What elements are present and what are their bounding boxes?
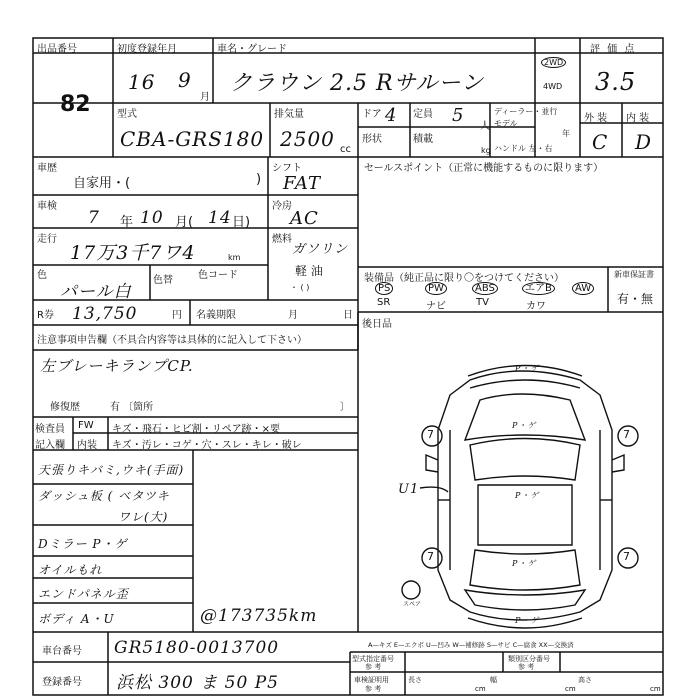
width-unit: cm [565,685,576,693]
exterior-label: 外 装 [584,113,608,124]
equip-sr: SR [377,297,391,308]
wheel-mark-fr: 7 [623,428,630,441]
meigi-day: 日 [343,310,353,321]
repair-history-close: 〕 [340,402,350,413]
load-label: 積載 [413,134,433,145]
exterior-grade: C [592,130,609,154]
car-name-label: 車名・グレード [217,44,287,55]
drive-4wd: 4WD [543,82,563,91]
warranty-value: 有・無 [617,292,654,306]
capacity-value: 5 [452,105,465,126]
model-year-label: モデル [494,119,518,128]
paint-mark-front: P・ゲ [515,364,540,373]
recycle-value: 13,750 [72,304,138,324]
sales-point-label: セールスポイント（正常に機能するものに限ります） [364,163,604,174]
mileage-value: 17万3千7ワ4 [70,242,196,264]
mileage-unit: km [228,253,241,262]
aircon-value: AC [290,208,319,229]
drive-2wd: 2WD [541,57,566,68]
chassis-value: GR5180-0013700 [114,638,280,658]
capacity-label: 定員 [413,109,433,120]
first-registration-label: 初度登録年月 [117,44,177,55]
cc-unit: cc [340,144,351,155]
color-change-label: 色替 [153,275,173,286]
damage-legend: A—キズ E—エクボ U—凹み W—補修跡 S—サビ C—腐食 XX—交換済 [368,641,574,649]
equip-airbag: エアB [522,282,555,295]
displacement-label: 排気量 [274,109,304,120]
later-date-label: 後日品 [362,319,392,330]
comment-5: オイルもれ [38,563,103,577]
interior-label: 内 装 [626,113,650,124]
equip-aw: AW [572,282,594,295]
inspection-year-unit: 年 [120,215,134,230]
inspection-day: 14 [208,208,232,228]
inspection-month: 10 [140,208,164,228]
paint-mark-rear: P・ゲ [515,616,540,625]
height-unit: cm [650,685,661,693]
fuel-diesel: 軽 油 [295,264,323,278]
score-label: 評 価 点 [590,44,637,55]
comment-6: エンドパネル歪 [38,587,129,601]
fuel-gasoline: ガソリン [292,242,349,257]
comment-4: Dミラー P・ゲ [38,537,128,551]
equip-tv: TV [476,297,489,308]
color-label: 色 [37,270,47,281]
repair-history-label: 修復歴 [50,402,80,413]
registration-label: 登録番号 [42,677,82,688]
notes-label: 注意事項申告欄（不具合内容等は具体的に記入して下さい） [37,335,307,346]
inspection-day-unit: 日) [232,215,251,230]
kg-unit: kg [481,146,491,155]
inspector-label: 検査員 [35,424,65,435]
first-registration-month: 9 [178,68,192,92]
registration-value: 浜松 300 ま 50 P5 [116,673,279,693]
equip-pw: PW [425,282,447,295]
comment-3: ワレ(大) [118,510,169,524]
equip-ps: PS [375,282,393,295]
car-name: クラウン 2.5 Rサルーン [230,71,484,96]
model-type-label: 型式 [117,109,137,120]
equip-abs: ABS [472,282,498,295]
fw-label: FW [78,420,94,431]
car-cert-ref: 参 考 [365,685,382,693]
mileage-label: 走行 [37,234,57,245]
person-unit: 人 [480,121,490,132]
interior-inspect-label: 内装 [77,440,97,451]
lot-number: 82 [60,92,91,117]
lot-number-label: 出品番号 [37,44,77,55]
doors-label: ドア [362,109,382,120]
spare-label: スペア [403,601,422,608]
inspection-label: 車検 [37,201,57,212]
warranty-label: 新車保証書 [614,270,654,279]
interior-defects: キズ・汚レ・コゲ・穴・スレ・キレ・破レ [112,440,302,451]
equip-leather: カワ [526,301,546,312]
shift-value: FAT [283,173,321,194]
dealer-label: ディーラー・並行 [494,107,558,116]
class-label: 類別区分番号 [508,655,550,663]
displacement-value: 2500 [280,127,335,151]
type-cert-ref: 参 考 [365,663,382,671]
interior-grade: D [635,130,653,154]
side-damage-note: U1 [398,482,420,497]
paint-mark-roof: P・ゲ [515,491,540,500]
color-value: パール白 [60,282,132,302]
paint-mark-hood: P・ゲ [512,421,537,430]
class-ref: 参 考 [518,663,535,671]
wheel-mark-rr: 7 [623,550,630,563]
height-label: 高さ [578,676,592,684]
equip-navi: ナビ [426,301,446,312]
fuel-paren: ・ ( ) [290,283,310,292]
wheel-mark-fl: 7 [427,428,434,441]
history-label: 車歴 [37,163,57,174]
recycle-label: R券 [37,310,54,321]
shift-label: シフト [272,163,302,174]
month-unit: 月 [200,92,210,103]
type-cert-label: 型式指定番号 [352,655,394,663]
doors-value: 4 [385,105,398,126]
meigi-label: 名義期限 [196,310,236,321]
history-close: ) [256,172,262,187]
score-value: 3.5 [595,68,637,96]
length-unit: cm [475,685,486,693]
first-registration-year: 16 [128,70,156,94]
color-code-label: 色コード [198,270,238,281]
handle-label: ハンドル 左・右 [494,144,553,153]
comment-1: 天張りキバミ,ウキ(手面) [38,463,185,477]
repair-history-value: 有 〔箇所 [110,402,154,413]
shape-label: 形状 [362,134,382,145]
wheel-mark-rl: 7 [427,550,434,563]
history-value: 自家用・( [73,176,131,191]
model-type-value: CBA-GRS180 [120,127,265,151]
comment-2: ダッシュ板 ( ベタツキ [38,489,170,503]
inspector-entry-label: 記入欄 [35,440,65,451]
car-cert-label: 車検証明用 [354,676,389,684]
equipment-label: 装備品（純正品に限り〇をつけてください） [364,273,564,284]
length-label: 長さ [408,676,422,684]
yen-unit: 円 [172,310,182,321]
meigi-month: 月 [288,310,298,321]
inspection-year: 7 [88,208,100,228]
odometer-note: @173735km [200,606,318,626]
fw-defects: キズ・飛石・ヒビ割・リペア跡・×要 [112,424,280,435]
notes-value: 左ブレーキランプCP. [40,357,194,375]
width-label: 幅 [490,676,497,684]
year-unit: 年 [562,129,570,138]
fuel-label: 燃料 [272,234,292,245]
aircon-label: 冷房 [272,201,292,212]
chassis-label: 車台番号 [42,646,82,657]
inspection-month-unit: 月( [175,215,194,230]
comment-7: ボディ A・U [38,612,115,626]
paint-mark-trunk: P・ゲ [512,559,537,568]
